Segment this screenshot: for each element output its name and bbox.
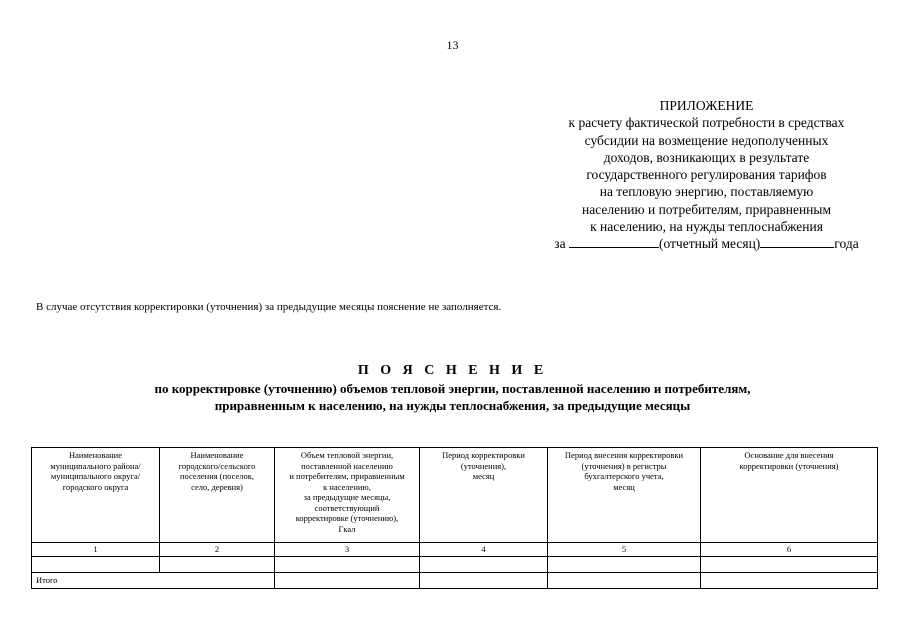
header-cell bbox=[275, 448, 420, 543]
empty-cell bbox=[275, 573, 420, 589]
header-cell bbox=[160, 448, 275, 543]
blank-field bbox=[760, 235, 834, 248]
header-text-line: поселения (поселок, bbox=[179, 471, 255, 481]
header-text-line: муниципального округа/ bbox=[50, 471, 141, 481]
appendix-period-line bbox=[535, 235, 878, 252]
header-cell bbox=[420, 448, 548, 543]
appendix-title: ПРИЛОЖЕНИЕ bbox=[659, 98, 754, 113]
period-prefix: за bbox=[554, 236, 569, 252]
note-text: В случае отсутствия корректировки (уточнения) за предыдущие месяцы пояснение не заполняется. bbox=[36, 301, 502, 313]
appendix-line: к расчету фактической потребности в средствах bbox=[568, 115, 845, 131]
header-text-line: бухгалтерского учета, bbox=[584, 471, 664, 481]
header-text-line: Период корректировки bbox=[442, 450, 525, 460]
column-number-row bbox=[32, 543, 878, 557]
header-text-line: месяц bbox=[472, 471, 495, 481]
heading-line: по корректировке (уточнению) объемов тепловой энергии, поставленной населению и потребителям, bbox=[154, 381, 751, 396]
correction-table bbox=[31, 447, 878, 589]
table-header-row bbox=[32, 448, 878, 543]
header-text-line: Период внесения корректировки bbox=[564, 450, 684, 460]
appendix-line: субсидии на возмещение недополученных bbox=[584, 132, 829, 148]
heading-title: П О Я С Н Е Н И Е bbox=[357, 363, 548, 378]
header-text-line: муниципального района/ bbox=[50, 460, 141, 471]
header-text-line: (уточнения), bbox=[460, 460, 507, 471]
header-text-line: село, деревня) bbox=[191, 481, 243, 492]
empty-cell bbox=[32, 557, 160, 573]
appendix-line: к населению, на нужды теплоснабжения bbox=[590, 219, 823, 235]
header-cell bbox=[548, 448, 701, 543]
header-text-line: Наименование bbox=[190, 450, 244, 460]
period-middle: (отчетный месяц) bbox=[658, 236, 761, 252]
column-number: 3 bbox=[275, 543, 420, 557]
appendix-line: населению и потребителям, приравненным bbox=[581, 201, 832, 217]
empty-cell bbox=[548, 573, 701, 589]
table-row bbox=[32, 557, 878, 573]
empty-cell bbox=[701, 573, 878, 589]
column-number: 1 bbox=[32, 543, 160, 557]
appendix-line: на тепловую энергию, поставляемую bbox=[599, 184, 814, 200]
header-text-line: и потребителям, приравненным bbox=[289, 471, 405, 481]
empty-cell bbox=[701, 557, 878, 573]
total-label: Итого bbox=[32, 573, 275, 589]
column-number: 4 bbox=[420, 543, 548, 557]
header-text-line: за предыдущие месяцы, bbox=[303, 492, 391, 502]
header-text-line: (уточнения) в регистры bbox=[581, 460, 667, 471]
header-text-line: Объем тепловой энергии, bbox=[300, 450, 394, 460]
appendix-line: государственного регулирования тарифов bbox=[586, 167, 827, 183]
section-heading bbox=[0, 362, 905, 414]
appendix-block bbox=[535, 97, 878, 253]
header-text-line: корректировке (уточнению), bbox=[295, 513, 399, 523]
header-cell bbox=[701, 448, 878, 543]
header-text-line: соответствующий bbox=[314, 502, 380, 513]
empty-cell bbox=[160, 557, 275, 573]
column-number: 5 bbox=[548, 543, 701, 557]
empty-cell bbox=[420, 557, 548, 573]
header-text-line: Основание для внесения bbox=[744, 450, 834, 460]
header-text-line: корректировки (уточнения) bbox=[739, 460, 839, 471]
header-text-line: городского/сельского bbox=[178, 460, 256, 471]
empty-cell bbox=[420, 573, 548, 589]
blank-field bbox=[569, 235, 659, 248]
header-text-line: Гкал bbox=[338, 523, 356, 534]
total-row bbox=[32, 573, 878, 589]
empty-cell bbox=[275, 557, 420, 573]
appendix-line: доходов, возникающих в результате bbox=[603, 149, 810, 165]
header-text-line: к населению, bbox=[323, 481, 371, 492]
page-number: 13 bbox=[446, 38, 459, 52]
header-cell bbox=[32, 448, 160, 543]
period-suffix: года bbox=[834, 236, 859, 252]
header-text-line: городского округа bbox=[62, 481, 129, 492]
column-number: 6 bbox=[701, 543, 878, 557]
header-text-line: Наименование bbox=[69, 450, 122, 460]
empty-cell bbox=[548, 557, 701, 573]
column-number: 2 bbox=[160, 543, 275, 557]
header-text-line: месяц bbox=[613, 481, 635, 492]
heading-line: приравненным к населению, на нужды теплоснабжения, за предыдущие месяцы bbox=[214, 398, 691, 413]
header-text-line: поставленной населению bbox=[301, 460, 393, 471]
